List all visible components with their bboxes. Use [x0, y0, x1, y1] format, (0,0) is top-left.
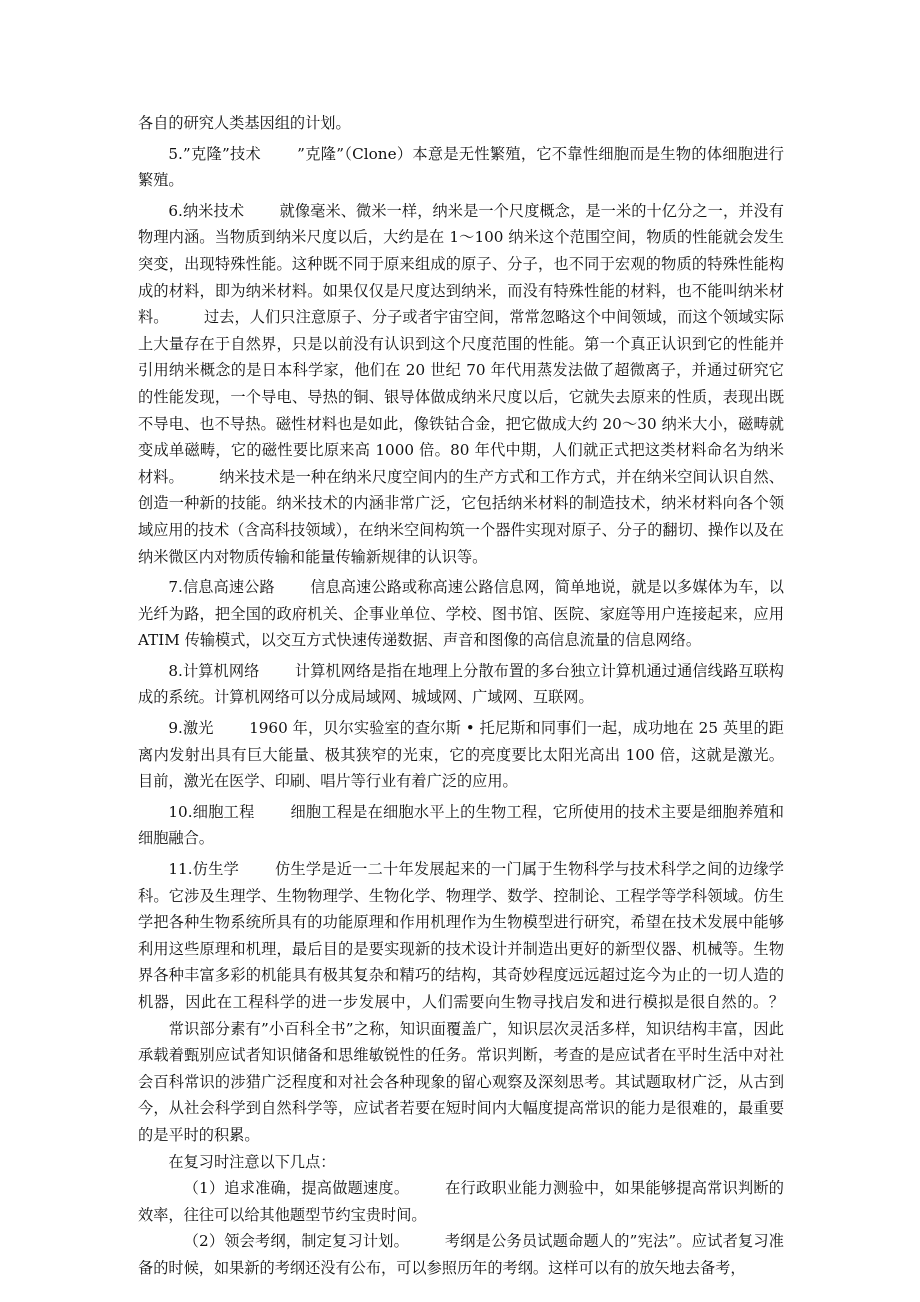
- paragraph-cell-engineering: 10.细胞工程 细胞工程是在细胞水平上的生物工程，它所使用的技术主要是细胞养殖和细胞融合。: [138, 802, 784, 848]
- document-body: [138, 110, 784, 1282]
- paragraph-tip-1: （1）追求准确，提高做题速度。 在行政职业能力测验中，如果能够提高常识判断的效率，往往可以给其他题型节约宝贵时间。: [138, 1179, 784, 1224]
- paragraph-nanotech: 6.纳米技术 就像毫米、微米一样，纳米是一个尺度概念，是一米的十亿分之一，并没有物理内涵。当物质到纳米尺度以后，大约是在 1～100 纳米这个范围空间，物质的性能就会发生突变，出现特殊性能。这种既不同于原来组成的原子、分子，也不同于宏观的物质的特殊性能构成的材料，即为纳米材料。如果仅仅是尺度达到纳米，而没有特殊性能的材料，也不能叫纳米材料。 过去，人们只注意原子、分子或者宇宙空间，常常忽略这个中间领域，而这个领域实际上大量存在于自然界，只是以前没有认识到这个尺度范围的性能。第一个真正认识到它的性能并引用纳米概念的是日本科学家，他们在 20 世纪 70 年代用蒸发法做了超微离子，并通过研究它的性能发现，一个导电、导热的铜、银导体做成纳米尺度以后，它就失去原来的性质，表现出既不导电、也不导热。磁性材料也是如此，像铁钴合金，把它做成大约 20～30 纳米大小，磁畴就变成单磁畴，它的磁性要比原来高 1000 倍。80 年代中期，人们就正式把这类材料命名为纳米材料。 纳米技术是一种在纳米尺度空间内的生产方式和工作方式，并在纳米空间认识自然、创造一种新的技能。纳米技术的内涵非常广泛，它包括纳米材料的制造技术，纳米材料向各个领域应用的技术（含高科技领域），在纳米空间构筑一个器件实现对原子、分子的翻切、操作以及在纳米微区内对物质传输和能量传输新规律的认识等。: [138, 201, 784, 566]
- paragraph-review-intro: 在复习时注意以下几点：: [168, 1152, 336, 1171]
- paragraph-tip-2: （2）领会考纲，制定复习计划。 考纲是公务员试题命题人的”宪法”。应试者复习准备的时候，如果新的考纲还没有公布，可以参照历年的考纲。这样可以有的放矢地去备考，: [138, 1232, 784, 1277]
- paragraph-genome-continuation: 各自的研究人类基因组的计划。: [138, 114, 351, 132]
- paragraph-laser: 9.激光 1960 年，贝尔实验室的查尔斯 • 托尼斯和同事们一起，成功地在 25 英里的距离内发射出具有巨大能量、极其狭窄的光束，它的亮度要比太阳光高出 100 倍，这就是激光。目前，激光在医学、印刷、唱片等行业有着广泛的应用。: [138, 719, 784, 791]
- paragraph-cloning: 5.”克隆”技术 ”克隆”（Clone）本意是无性繁殖，它不靠性细胞而是生物的体细胞进行繁殖。: [138, 144, 784, 190]
- paragraph-computer-network: 8.计算机网络 计算机网络是指在地理上分散布置的多台独立计算机通过通信线路互联构成的系统。计算机网络可以分成局域网、城域网、广域网、互联网。: [138, 661, 784, 707]
- paragraph-bionics: 11.仿生学 仿生学是近一二十年发展起来的一门属于生物科学与技术科学之间的边缘学科。它涉及生理学、生物物理学、生物化学、物理学、数学、控制论、工程学等学科领域。仿生学把各种生物系统所具有的功能原理和作用机理作为生物模型进行研究，希望在技术发展中能够利用这些原理和机理，最后目的是要实现新的技术设计并制造出更好的新型仪器、机械等。生物界各种丰富多彩的机能具有极其复杂和精巧的结构，其奇妙程度远远超过迄今为止的一切人造的机器，因此在工程科学的进一步发展中，人们需要向生物寻找启发和进行模拟是很自然的。？ 常识部分素有”小百科全书”之称，知识面覆盖广，知识层次灵活多样，知识结构丰富，因此承载着甄别应试者知识储备和思维敏锐性的任务。常识判断，考查的是应试者在平时生活中对社会百科常识的涉猎广泛程度和对社会各种现象的留心观察及深刻思考。其试题取材广泛，从古到今，从社会科学到自然科学等，应试者若要在短时间内大幅度提高常识的能力是很难的，最重要的是平时的积累。: [138, 860, 784, 1144]
- paragraph-info-highway: 7.信息高速公路 信息高速公路或称高速公路信息网，简单地说，就是以多媒体为车，以光纤为路，把全国的政府机关、企事业单位、学校、图书馆、医院、家庭等用户连接起来，应用 ATIM 传输模式，以交互方式快速传递数据、声音和图像的高信息流量的信息网络。: [138, 578, 784, 650]
